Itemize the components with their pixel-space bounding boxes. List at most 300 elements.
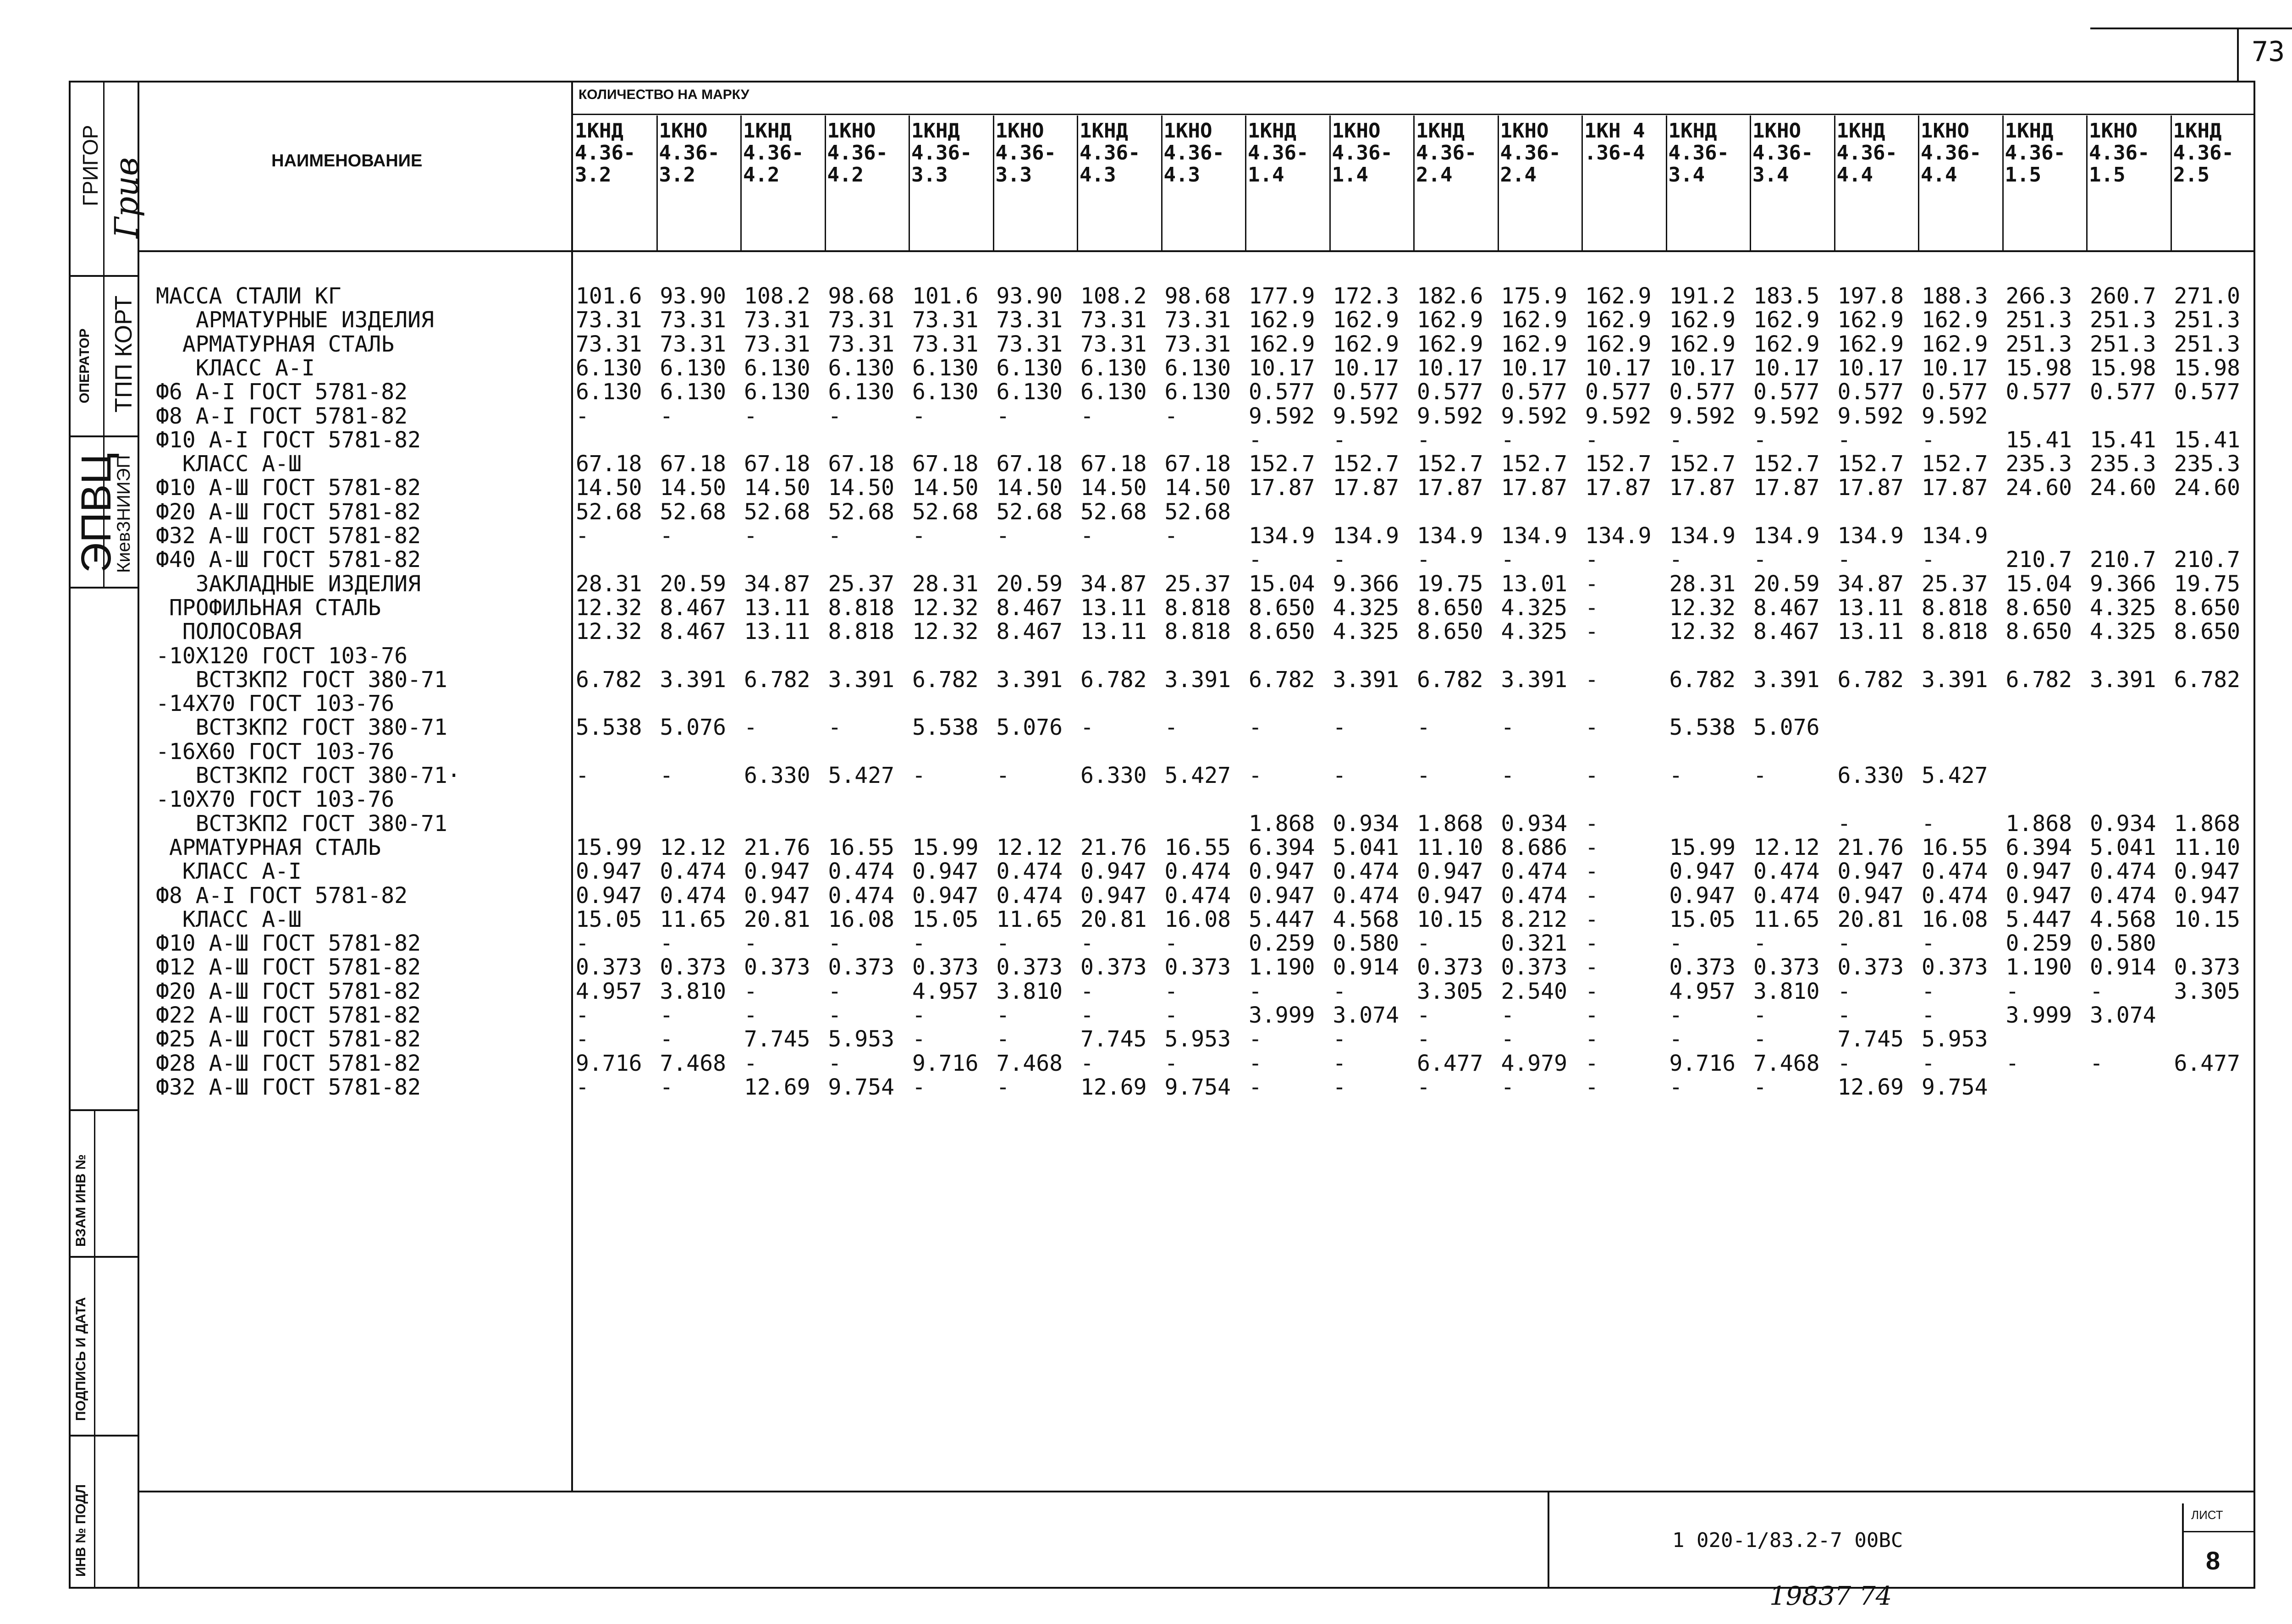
table-cell: 6.130 [1080, 379, 1147, 405]
row-label: КЛАСС А-Ш [156, 906, 302, 932]
column-header: 1КНД 4.36- 2.4 [1416, 119, 1477, 187]
table-cell: 11.65 [660, 906, 726, 932]
table-cell: 12.32 [1669, 595, 1736, 621]
table-cell: 10.15 [2174, 906, 2240, 932]
table-cell: 25.37 [828, 571, 894, 597]
table-cell: 172.3 [1333, 283, 1399, 309]
row-label: ВСТ3КП2 ГОСТ 380-71 [156, 715, 447, 741]
table-cell: 5.953 [1922, 1026, 1988, 1052]
table-cell: 8.818 [1164, 619, 1231, 645]
table-cell: 0.947 [912, 882, 979, 908]
table-cell: - [1249, 547, 1262, 573]
table-cell: 9.716 [1669, 1050, 1736, 1076]
table-cell: - [1080, 403, 1094, 429]
table-cell: 73.31 [1164, 331, 1231, 357]
table-cell: 9.592 [1585, 403, 1652, 429]
column-header: 1КНД 4.36- 3.3 [911, 119, 972, 187]
table-cell: 11.65 [1753, 906, 1820, 932]
table-cell: 13.11 [1837, 619, 1904, 645]
row-label: Ф8 А-I ГОСТ 5781-82 [156, 882, 408, 908]
table-cell: 0.474 [2090, 882, 2156, 908]
row-label: -10Х120 ГОСТ 103-76 [156, 643, 408, 669]
table-cell: 6.782 [1837, 666, 1904, 693]
table-cell: 4.325 [1333, 595, 1399, 621]
table-cell: 73.31 [828, 307, 894, 333]
table-cell: 0.947 [744, 882, 810, 908]
table-cell: - [1333, 978, 1346, 1004]
table-cell: 0.321 [1501, 930, 1567, 957]
table-cell: 15.04 [1249, 571, 1315, 597]
table-cell: 16.55 [828, 834, 894, 860]
table-cell: 10.17 [1837, 355, 1904, 381]
table-cell: 183.5 [1753, 283, 1820, 309]
table-cell: 3.391 [660, 666, 726, 693]
table-cell: 3.391 [2090, 666, 2156, 693]
table-cell: 15.98 [2006, 355, 2072, 381]
table-cell: 14.50 [912, 475, 979, 501]
table-cell: - [1333, 547, 1346, 573]
table-cell: - [1417, 930, 1430, 957]
stamp-inv-podl: ИНВ № ПОДЛ [73, 1484, 88, 1577]
table-cell: 9.592 [1837, 403, 1904, 429]
table-cell: 73.31 [828, 331, 894, 357]
table-cell: - [576, 1002, 589, 1028]
table-cell: - [1417, 1026, 1430, 1052]
table-cell: 3.074 [2090, 1002, 2156, 1028]
table-cell: 162.9 [1585, 307, 1652, 333]
table-cell: 6.130 [828, 355, 894, 381]
table-cell: - [1922, 427, 1935, 453]
table-cell: 152.7 [1837, 451, 1904, 477]
table-cell: 13.11 [744, 595, 810, 621]
row-label: Ф25 А-Ш ГОСТ 5781-82 [156, 1026, 421, 1052]
table-cell: - [1837, 427, 1851, 453]
table-cell: 17.87 [1837, 475, 1904, 501]
table-cell: 9.592 [1417, 403, 1483, 429]
table-cell: 4.957 [1669, 978, 1736, 1004]
row-label: КЛАСС А-Ш [156, 451, 302, 477]
table-cell: - [2006, 1050, 2019, 1076]
table-cell: 13.11 [1080, 595, 1147, 621]
table-cell: 10.17 [1669, 355, 1736, 381]
handwritten-number: 19837 74 [1769, 1581, 1892, 1611]
table-cell: 0.934 [2090, 810, 2156, 837]
stamp-operator: ОПЕРАТОР [77, 328, 92, 403]
table-cell: 0.373 [576, 954, 642, 980]
name-header: НАИМЕНОВАНИЕ [271, 151, 423, 171]
table-cell: 8.650 [2174, 595, 2240, 621]
column-header: 1КНД 4.36- 2.5 [2173, 119, 2234, 187]
table-cell: - [1249, 1026, 1262, 1052]
table-cell: - [1249, 715, 1262, 741]
table-cell: - [1837, 810, 1851, 837]
table-cell: 52.68 [1164, 499, 1231, 525]
table-cell: 8.467 [1753, 595, 1820, 621]
table-cell: - [1585, 810, 1598, 837]
table-cell: - [1249, 1050, 1262, 1076]
stamp-epvc: ЭПВЦ [73, 453, 120, 573]
table-cell: 21.76 [744, 834, 810, 860]
table-cell: 0.373 [1164, 954, 1231, 980]
table-cell: 24.60 [2174, 475, 2240, 501]
table-cell: 17.87 [1585, 475, 1652, 501]
table-cell: 7.468 [996, 1050, 1063, 1076]
table-cell: - [912, 930, 926, 957]
table-cell: 9.592 [1922, 403, 1988, 429]
table-cell: - [1080, 930, 1094, 957]
stamp-grigor: ГРИГОР [78, 125, 102, 206]
column-header: 1КН 4 .36-4 [1584, 119, 1645, 165]
table-cell: - [996, 1074, 1010, 1100]
table-cell: 271.0 [2174, 283, 2240, 309]
table-cell: 5.953 [1164, 1026, 1231, 1052]
row-label: Ф22 А-Ш ГОСТ 5781-82 [156, 1002, 421, 1028]
table-cell: 15.98 [2090, 355, 2156, 381]
table-cell: - [1585, 906, 1598, 932]
table-cell: 0.373 [1080, 954, 1147, 980]
table-cell: - [744, 1002, 757, 1028]
table-cell: 5.427 [828, 763, 894, 788]
table-cell: 6.477 [1417, 1050, 1483, 1076]
column-header: 1КНО 4.36- 1.5 [2089, 119, 2150, 187]
table-cell: - [576, 403, 589, 429]
table-cell: 98.68 [828, 283, 894, 309]
table-cell: - [576, 1026, 589, 1052]
table-cell: - [828, 403, 842, 429]
table-cell: 6.130 [744, 355, 810, 381]
table-cell: 5.953 [828, 1026, 894, 1052]
table-cell: - [1669, 1074, 1683, 1100]
table-cell: 0.474 [1501, 859, 1567, 885]
table-cell: 0.947 [1837, 882, 1904, 908]
table-cell: 251.3 [2090, 331, 2156, 357]
table-cell: 15.99 [912, 834, 979, 860]
table-cell: 0.580 [2090, 930, 2156, 957]
table-cell: 21.76 [1837, 834, 1904, 860]
table-cell: 251.3 [2090, 307, 2156, 333]
table-cell: 6.330 [744, 763, 810, 788]
table-cell: 17.87 [1417, 475, 1483, 501]
table-cell: 162.9 [1333, 307, 1399, 333]
table-cell: 12.32 [912, 595, 979, 621]
table-cell: - [1333, 763, 1346, 788]
table-cell: 67.18 [996, 451, 1063, 477]
table-cell: 251.3 [2174, 307, 2240, 333]
sheet-number: 8 [2206, 1546, 2220, 1575]
row-label: -16Х60 ГОСТ 103-76 [156, 738, 395, 765]
page-number: 73 [2252, 36, 2285, 68]
table-cell: 9.716 [912, 1050, 979, 1076]
table-cell: 16.55 [1922, 834, 1988, 860]
table-cell: - [1922, 810, 1935, 837]
row-label: Ф10 А-I ГОСТ 5781-82 [156, 427, 421, 453]
table-cell: 10.17 [1417, 355, 1483, 381]
table-cell: 11.10 [1417, 834, 1483, 860]
table-cell: - [912, 1026, 926, 1052]
table-cell: 0.947 [2006, 859, 2072, 885]
table-cell: 4.568 [1333, 906, 1399, 932]
table-cell: 0.259 [1249, 930, 1315, 957]
table-cell: - [744, 403, 757, 429]
table-cell: 8.650 [1417, 595, 1483, 621]
table-cell: 12.32 [1669, 619, 1736, 645]
table-cell: - [1417, 1002, 1430, 1028]
table-cell: 0.373 [1501, 954, 1567, 980]
table-cell: 12.32 [576, 619, 642, 645]
table-cell: 73.31 [1080, 307, 1147, 333]
table-cell: 0.577 [1585, 379, 1652, 405]
column-header: 1КНД 4.36- 1.5 [2005, 119, 2066, 187]
table-cell: 8.818 [828, 595, 894, 621]
table-cell: 134.9 [1333, 523, 1399, 549]
table-cell: 0.474 [1501, 882, 1567, 908]
table-cell: 5.427 [1164, 763, 1231, 788]
table-cell: 6.477 [2174, 1050, 2240, 1076]
table-cell: 162.9 [1417, 331, 1483, 357]
table-cell: 34.87 [744, 571, 810, 597]
table-cell: - [1669, 1026, 1683, 1052]
table-cell: - [1585, 547, 1598, 573]
table-cell: 162.9 [1417, 307, 1483, 333]
table-cell: 12.69 [1080, 1074, 1147, 1100]
table-cell: 15.99 [1669, 834, 1736, 860]
table-cell: 3.810 [996, 978, 1063, 1004]
row-label: Ф10 А-Ш ГОСТ 5781-82 [156, 930, 421, 957]
table-cell: - [1585, 834, 1598, 860]
table-cell: - [576, 930, 589, 957]
table-cell: 9.592 [1333, 403, 1399, 429]
table-cell: 177.9 [1249, 283, 1315, 309]
table-cell: 8.650 [2006, 595, 2072, 621]
table-cell: 0.474 [2090, 859, 2156, 885]
table-cell: 6.130 [996, 355, 1063, 381]
table-cell: - [660, 1026, 673, 1052]
table-cell: 6.130 [660, 379, 726, 405]
column-header: 1КНО 4.36- 4.3 [1163, 119, 1224, 187]
table-cell: 0.474 [828, 859, 894, 885]
table-cell: 8.467 [660, 595, 726, 621]
table-cell: 188.3 [1922, 283, 1988, 309]
table-cell: - [2090, 1050, 2103, 1076]
table-cell: 3.391 [1753, 666, 1820, 693]
table-cell: 52.68 [744, 499, 810, 525]
table-cell: 17.87 [1753, 475, 1820, 501]
table-cell: - [1501, 763, 1515, 788]
table-cell: 6.130 [660, 355, 726, 381]
table-cell: - [1837, 547, 1851, 573]
table-cell: - [1164, 523, 1178, 549]
table-cell: - [1585, 595, 1598, 621]
table-cell: 20.81 [744, 906, 810, 932]
table-cell: 34.87 [1837, 571, 1904, 597]
table-cell: 16.55 [1164, 834, 1231, 860]
table-cell: 0.914 [2090, 954, 2156, 980]
table-cell: 16.08 [1922, 906, 1988, 932]
table-cell: 3.810 [1753, 978, 1820, 1004]
table-cell: - [1922, 1002, 1935, 1028]
table-cell: 20.59 [996, 571, 1063, 597]
table-cell: 12.12 [1753, 834, 1820, 860]
table-cell: - [1753, 427, 1767, 453]
table-cell: 3.999 [1249, 1002, 1315, 1028]
table-cell: 0.577 [1837, 379, 1904, 405]
table-cell: 19.75 [2174, 571, 2240, 597]
row-label: АРМАТУРНЫЕ ИЗДЕЛИЯ [156, 307, 434, 333]
table-cell: - [1249, 1074, 1262, 1100]
row-label: Ф8 А-I ГОСТ 5781-82 [156, 403, 408, 429]
table-cell: 4.957 [912, 978, 979, 1004]
table-cell: - [1585, 619, 1598, 645]
table-cell: 162.9 [1837, 331, 1904, 357]
table-cell: 0.474 [1164, 882, 1231, 908]
column-header: 1КНД 4.36- 4.3 [1080, 119, 1140, 187]
table-cell: 5.538 [1669, 715, 1736, 741]
column-header: 1КНО 4.36- 1.4 [1332, 119, 1393, 187]
table-cell: - [1417, 1074, 1430, 1100]
table-cell: 10.17 [1333, 355, 1399, 381]
table-cell: 251.3 [2006, 307, 2072, 333]
table-cell: 14.50 [576, 475, 642, 501]
table-cell: - [1080, 715, 1094, 741]
table-cell: 108.2 [744, 283, 810, 309]
table-cell: 152.7 [1417, 451, 1483, 477]
table-cell: 0.373 [1753, 954, 1820, 980]
table-cell: - [1585, 666, 1598, 693]
table-cell: 13.11 [744, 619, 810, 645]
table-cell: 0.577 [1417, 379, 1483, 405]
table-cell: - [660, 763, 673, 788]
table-cell: 12.32 [576, 595, 642, 621]
table-cell: 0.373 [660, 954, 726, 980]
table-cell: 162.9 [1669, 331, 1736, 357]
table-cell: 0.577 [1249, 379, 1315, 405]
table-cell: 73.31 [996, 307, 1063, 333]
table-cell: 4.325 [1501, 619, 1567, 645]
table-cell: - [744, 930, 757, 957]
table-cell: 0.947 [1417, 859, 1483, 885]
column-header: 1КНД 4.36- 4.2 [743, 119, 804, 187]
table-cell: 8.818 [1922, 595, 1988, 621]
stamp-podpis: ПОДПИСЬ И ДАТА [73, 1297, 88, 1421]
table-cell: 0.934 [1501, 810, 1567, 837]
table-cell: 6.782 [912, 666, 979, 693]
sheet-label: ЛИСТ [2191, 1508, 2223, 1522]
table-cell: 162.9 [1837, 307, 1904, 333]
table-cell: 6.782 [1417, 666, 1483, 693]
table-cell: 5.427 [1922, 763, 1988, 788]
table-cell: 4.568 [2090, 906, 2156, 932]
row-label: КЛАСС А-I [156, 859, 302, 885]
table-cell: 28.31 [1669, 571, 1736, 597]
table-cell: 5.447 [1249, 906, 1315, 932]
table-cell: 0.947 [2174, 882, 2240, 908]
table-cell: 4.325 [1501, 595, 1567, 621]
table-cell: 67.18 [1164, 451, 1231, 477]
table-cell: 0.947 [2174, 859, 2240, 885]
stamp-tpp-kort: ТПП КОРТ [110, 295, 137, 413]
table-cell: - [1669, 930, 1683, 957]
table-cell: 101.6 [912, 283, 979, 309]
row-label: МАССА СТАЛИ КГ [156, 283, 342, 309]
table-cell: 28.31 [912, 571, 979, 597]
table-cell: 1.868 [2006, 810, 2072, 837]
table-cell: 16.08 [1164, 906, 1231, 932]
table-cell: 0.577 [2174, 379, 2240, 405]
table-cell: 162.9 [1501, 307, 1567, 333]
table-cell: 0.947 [576, 882, 642, 908]
table-cell: 34.87 [1080, 571, 1147, 597]
table-cell: - [1333, 1026, 1346, 1052]
table-cell: 2.540 [1501, 978, 1567, 1004]
table-cell: 73.31 [576, 331, 642, 357]
table-cell: 0.947 [1669, 882, 1736, 908]
table-cell: 108.2 [1080, 283, 1147, 309]
row-label: Ф32 А-Ш ГОСТ 5781-82 [156, 523, 421, 549]
table-cell: - [1585, 978, 1598, 1004]
table-cell: 0.914 [1333, 954, 1399, 980]
table-cell: - [1501, 715, 1515, 741]
table-cell: 10.15 [1417, 906, 1483, 932]
column-header: 1КНД 4.36- 3.2 [575, 119, 636, 187]
table-cell: 162.9 [1753, 331, 1820, 357]
table-cell: - [1080, 978, 1094, 1004]
column-header: 1КНО 4.36- 4.4 [1921, 119, 1982, 187]
table-cell: 67.18 [912, 451, 979, 477]
table-cell: 3.391 [1333, 666, 1399, 693]
table-cell: 4.325 [2090, 595, 2156, 621]
table-cell: 6.330 [1837, 763, 1904, 788]
table-cell: 0.947 [1249, 882, 1315, 908]
table-cell: - [1501, 1074, 1515, 1100]
table-cell: 52.68 [828, 499, 894, 525]
table-cell: - [1753, 763, 1767, 788]
table-cell: 6.782 [2006, 666, 2072, 693]
table-cell: - [1753, 1074, 1767, 1100]
table-cell: 6.782 [744, 666, 810, 693]
table-cell: - [1249, 427, 1262, 453]
table-cell: 197.8 [1837, 283, 1904, 309]
table-cell: 52.68 [660, 499, 726, 525]
table-cell: 10.17 [1922, 355, 1988, 381]
table-cell: - [1753, 930, 1767, 957]
table-cell: 7.745 [1080, 1026, 1147, 1052]
table-cell: 73.31 [744, 307, 810, 333]
table-cell: - [1837, 1002, 1851, 1028]
table-cell: 6.130 [912, 355, 979, 381]
table-cell: 9.754 [828, 1074, 894, 1100]
table-cell: 73.31 [1164, 307, 1231, 333]
table-cell: 9.592 [1669, 403, 1736, 429]
table-cell: 73.31 [744, 331, 810, 357]
table-cell: - [1585, 571, 1598, 597]
table-cell: 8.818 [1922, 619, 1988, 645]
table-cell: 4.979 [1501, 1050, 1567, 1076]
table-cell: 0.947 [1080, 882, 1147, 908]
column-header: 1КНО 4.36- 3.4 [1752, 119, 1813, 187]
row-label: ПРОФИЛЬНАЯ СТАЛЬ [156, 595, 381, 621]
table-cell: - [576, 763, 589, 788]
table-cell: 6.782 [2174, 666, 2240, 693]
table-cell: - [828, 978, 842, 1004]
table-cell: - [1753, 1002, 1767, 1028]
table-cell: 98.68 [1164, 283, 1231, 309]
table-cell: 14.50 [1080, 475, 1147, 501]
table-cell: 0.947 [1837, 859, 1904, 885]
table-cell: - [576, 523, 589, 549]
table-cell: 6.782 [1080, 666, 1147, 693]
table-cell: 24.60 [2006, 475, 2072, 501]
table-cell: - [1501, 427, 1515, 453]
